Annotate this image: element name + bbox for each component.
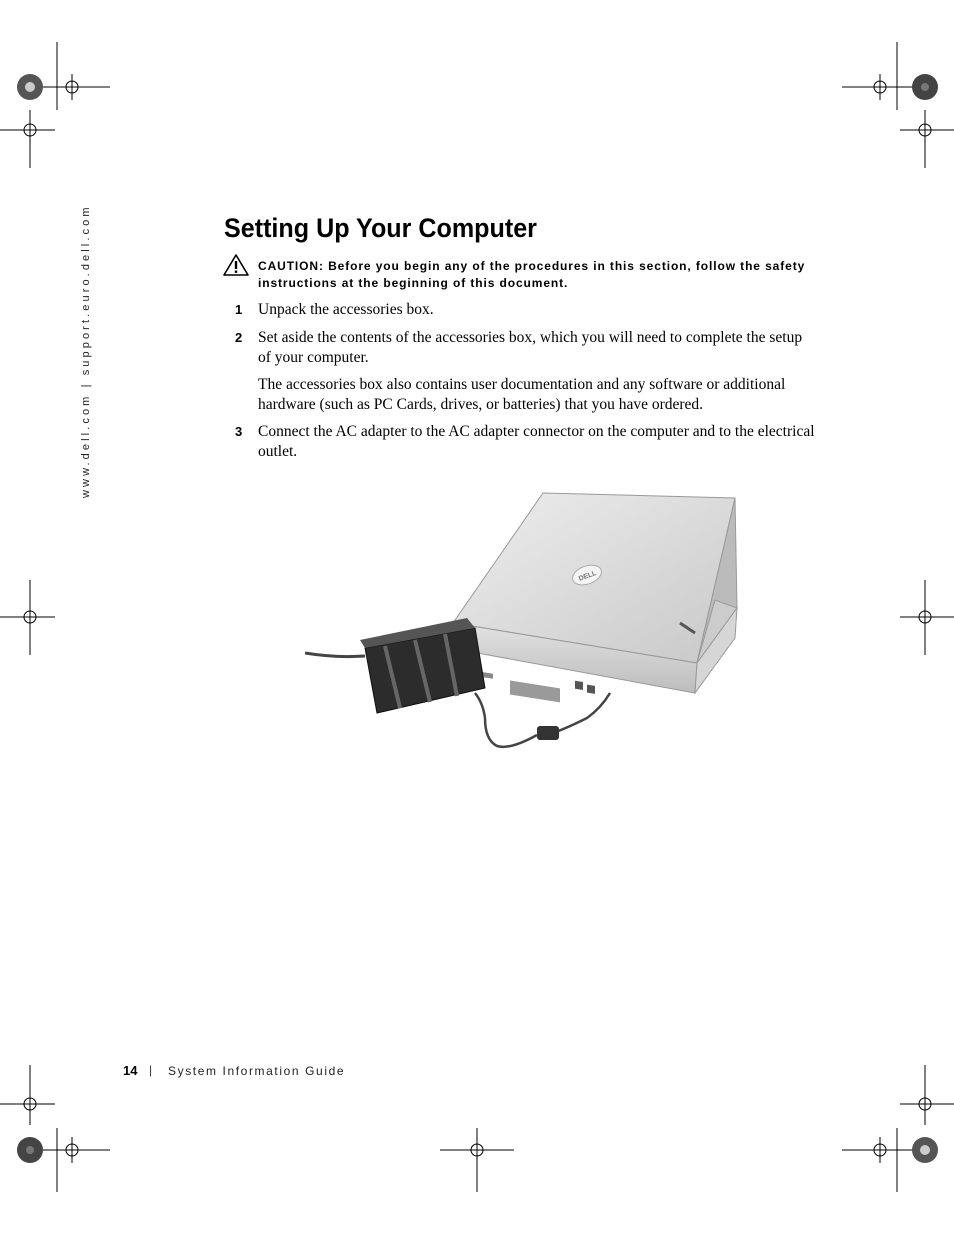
step-text: Unpack the accessories box. (258, 301, 434, 318)
step-number: 1 (235, 302, 243, 317)
page-number: 14 (123, 1063, 138, 1078)
side-url: www.dell.com | support.euro.dell.com (80, 204, 92, 498)
step-number: 3 (235, 424, 243, 439)
step-text: Set aside the contents of the accessories box, which you will need to complete the setup of your computer. (258, 329, 803, 366)
footer-guide-title: System Information Guide (168, 1064, 346, 1078)
step-text: Connect the AC adapter to the AC adapter connector on the computer and to the electrical outlet. (258, 423, 815, 460)
laptop-ac-adapter-illustration (305, 488, 745, 763)
footer-separator: | (149, 1063, 153, 1077)
page-title: Setting Up Your Computer (224, 213, 537, 243)
step-number: 2 (235, 330, 243, 345)
dell-logo-text: DELL (577, 569, 598, 583)
warning-triangle-icon (222, 253, 250, 277)
caution-text: CAUTION: Before you begin any of the procedures in this section, follow the safety instructions at the beginning of this document. (258, 259, 806, 290)
step-note-text: The accessories box also contains user documentation and any software or additional hardware (such as PC Cards, drives, or batteries) that you have ordered. (258, 376, 786, 413)
